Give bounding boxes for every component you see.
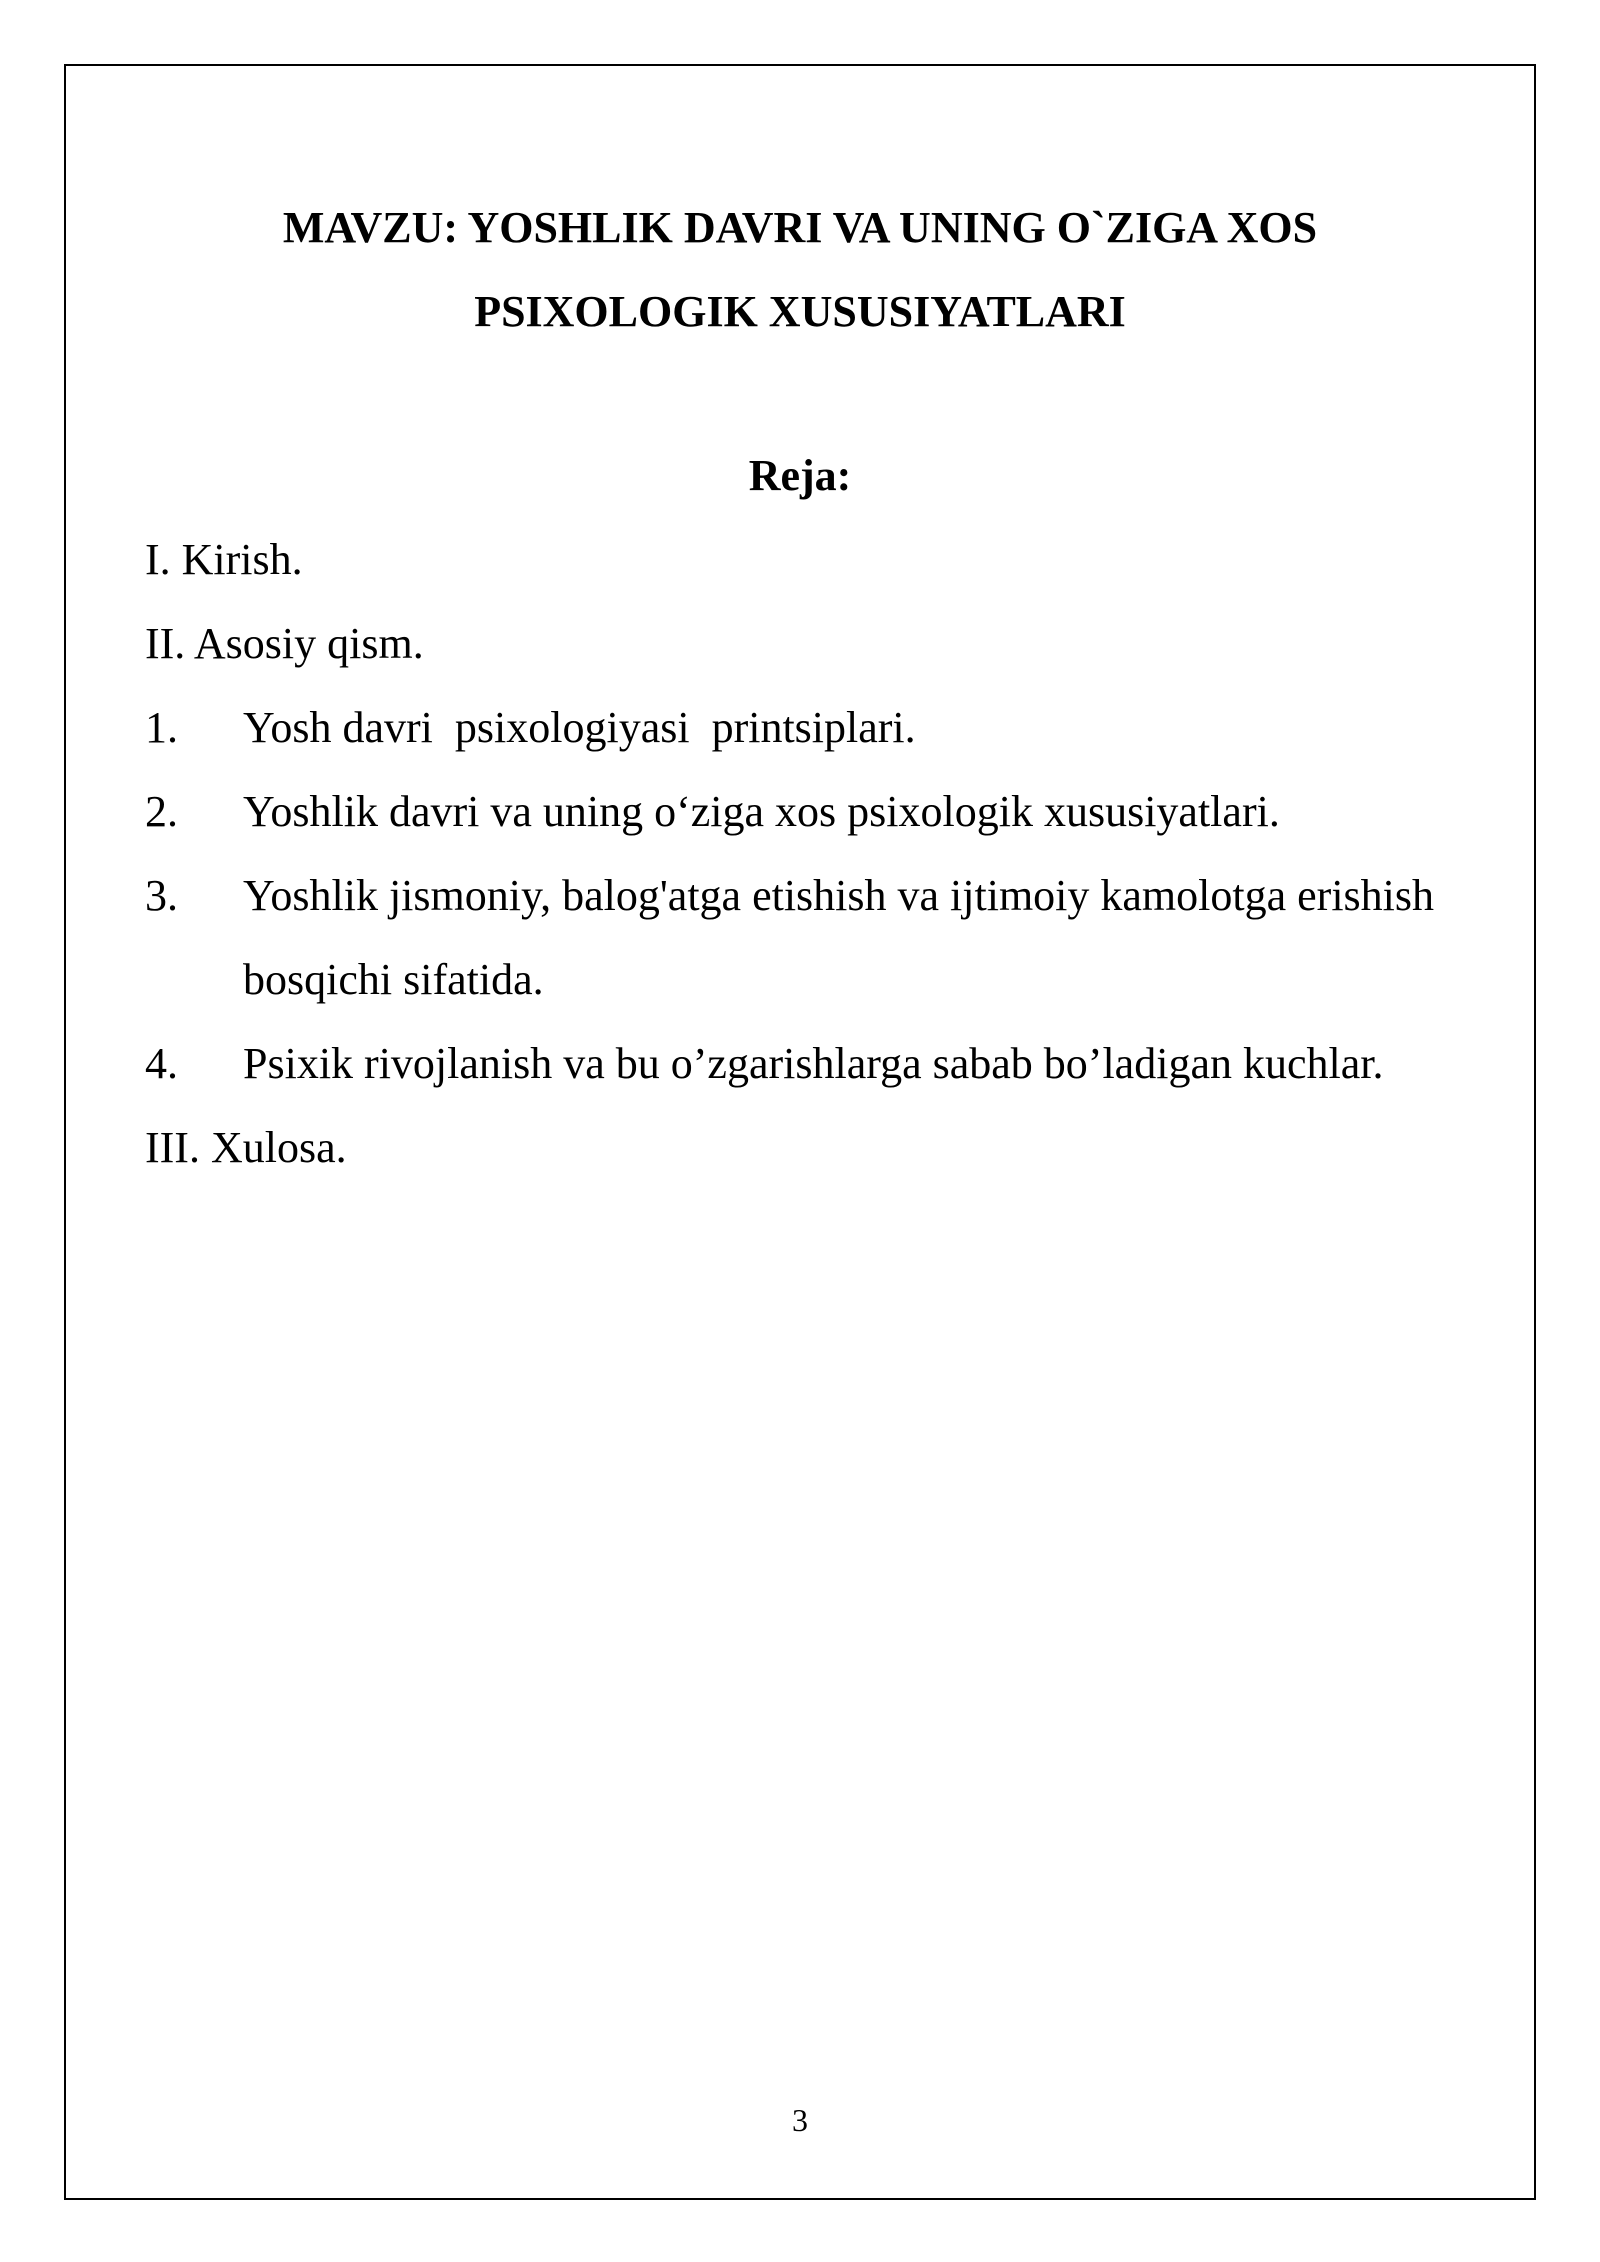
plan-item-text: Yosh davri psixologiyasi printsiplari. [243, 703, 916, 752]
plan-item-number: 2. [145, 787, 178, 836]
page-number: 3 [792, 2102, 808, 2138]
plan-item-1 [145, 686, 1445, 770]
document-title [0, 186, 1600, 354]
plan-item-text: Yoshlik jismoniy, balog'atga etishish va ijtimoiy kamolotga erishish bosqichi sifatida. [243, 871, 1446, 1004]
plan-item-number: 1. [145, 703, 178, 752]
plan-item-text: Psixik rivojlanish va bu o’zgarishlarga sabab bo’ladigan kuchlar. [243, 1039, 1384, 1088]
section-main: II. Asosiy qism. [145, 619, 424, 668]
title-line-1: MAVZU: YOSHLIK DAVRI VA UNING O`ZIGA XOS [282, 203, 1318, 252]
section-intro: I. Kirish. [145, 535, 303, 584]
plan-heading: Reja: [748, 451, 852, 500]
plan-outline [145, 518, 1445, 1190]
plan-item-4 [145, 1022, 1445, 1106]
plan-item-3 [145, 854, 1445, 1022]
title-line-2: PSIXOLOGIK XUSUSIYATLARI [474, 287, 1126, 336]
plan-item-number: 4. [145, 1039, 178, 1088]
plan-item-2 [145, 770, 1445, 854]
section-conclusion: III. Xulosa. [145, 1123, 347, 1172]
plan-item-number: 3. [145, 871, 178, 920]
plan-item-text: Yoshlik davri va uning o‘ziga xos psixologik xususiyatlari. [243, 787, 1280, 836]
